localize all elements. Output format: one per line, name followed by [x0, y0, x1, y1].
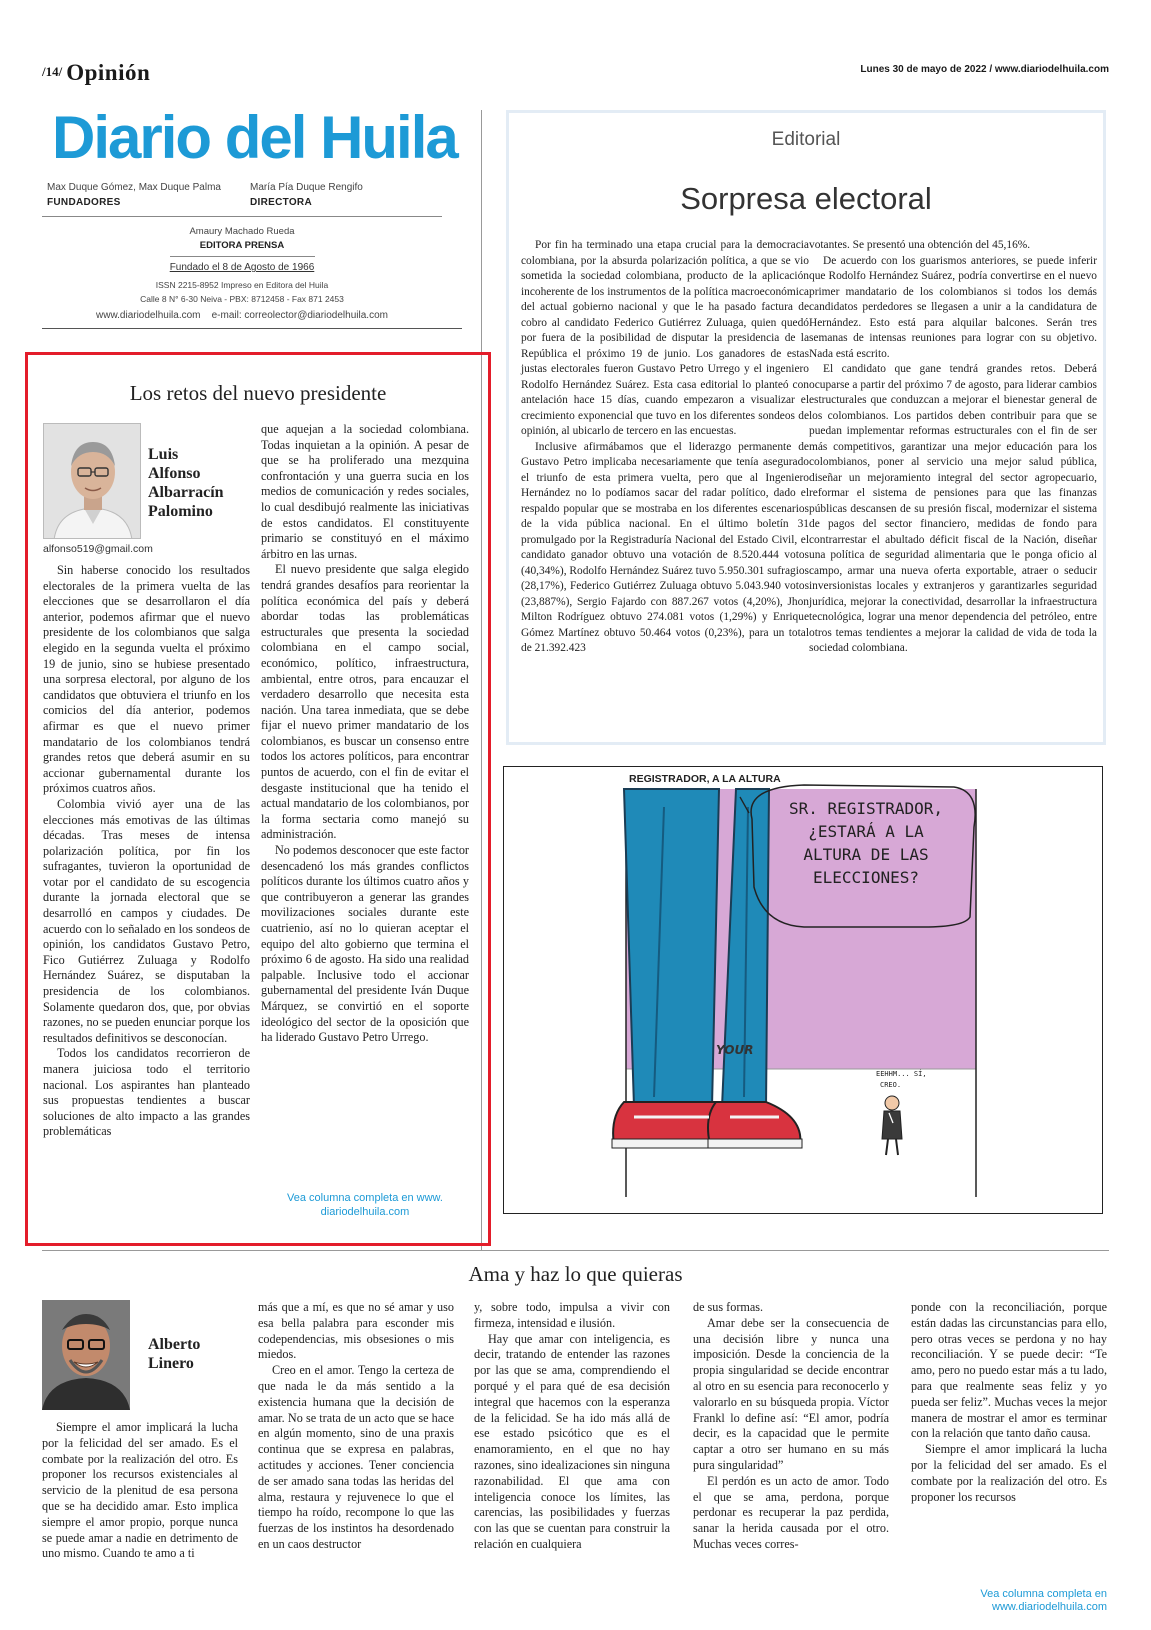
- speech-line: SR. REGISTRADOR,: [788, 799, 944, 818]
- read-more-line: Vea columna completa en: [980, 1588, 1107, 1600]
- paragraph: De acuerdo con los guarismos anteriores, se puede inferir que Rodolfo Hernández Suárez, podría convertirse en el nuevo primer mandatario de los colombianos si todos los demás candidatos perdedores se llegasen a unir a la candidatura de Hernández. Esto está para alquilar balcones. Serán tres semanas de intensas reuniones para lograr con su objetivo. Nada está escrito.: [809, 254, 1097, 360]
- author-name: [148, 1335, 200, 1373]
- column-text: [474, 1300, 670, 1553]
- portrait-illustration: [44, 424, 141, 539]
- paragraph: Por fin ha terminado una etapa crucial para la democracia colombiana, por la absurda polarización política, a que se vio sometida la sociedad colombiana, producto de la aplicación incoherente de los instrumentos de la política macroeconómica del actual gobierno nacional y que le ha pasado factura de cobro al candidato Federico Gutiérrez Zuluaga, quien quedó por fuera de la posibilidad de disputar la presidencia de la República el próximo 19 de junio. Los ganadores de estas justas electorales fueron Gustavo Petro Urrego y el ingeniero Rodolfo Hernández Suárez. Esta casa editorial lo planteó con antelación hace 15 días, cuando empezaron a visualizar el crecimiento exponencial que tuvo en los diferentes sondeos de opinión, al ubicarlo de tercero en las encuestas.: [521, 239, 809, 437]
- read-more-link[interactable]: [261, 1191, 469, 1219]
- section-rule: [42, 1250, 1109, 1251]
- paragraph: Siempre el amor implicará la lucha por la felicidad del ser amado. Es el combate por la realización del otro. Es proponer los recursos existenciales al servicio de la plenitud de esa persona que se ha decidido amar. Esto implica siempre el amor propio, porque nunca se puede amar a nadie en detrimento de uno mismo. Cuando te amo a ti: [42, 1420, 238, 1561]
- author-name-line: Linero: [148, 1355, 194, 1372]
- column-text-right: [261, 422, 469, 1046]
- paragraph: El nuevo presidente que salga elegido tendrá grandes desafíos para reorientar la política económica del país y deberá abordar todas las problemáticas estructurales que presenta la sociedad colombiana en el campo social, económico, político, infraestructura, ambiental, entre otros, para encauzar el verdadero desarrollo que necesita esta nación. Una tarea inmediata, que se debe fijar el nuevo primer mandatario de los colombianos, es buscar un consenso entre todos los actores políticos, para encontrar puntos de acuerdo, con el fin de evitar el desgaste institucional que ha tenido el actual mandatario de los colombianos, por la forma sectaria como manejó su administración.: [261, 562, 469, 842]
- column-title: Los retos del nuevo presidente: [129, 381, 387, 405]
- cartoon-reply-1: EEHHM... SÍ,: [876, 1070, 927, 1078]
- issn-line: ISSN 2215-8952 Impreso en Editora del Huila: [155, 280, 329, 290]
- read-more-line: diariodelhuila.com: [320, 1206, 410, 1218]
- page-date-site: Lunes 30 de mayo de 2022 / www.diariodelhuila.com: [860, 64, 1109, 75]
- masthead-rule: [42, 216, 442, 217]
- column-text: [911, 1300, 1107, 1505]
- paragraph: Creo en el amor. Tengo la certeza de que nada le da más sentido a la existencia humana que la decisión de amar. No se trata de un acto que se hace en algún momento, sino de una praxis continua que se expresa en palabras, actitudes y acciones. Tener conciencia de ser amado sana todas las heridas del alma, restaura y rejuvenece lo que el tiempo ha roído, recompone lo que las fuerzas de los instintos ha desordenado en un caos destructor: [258, 1363, 454, 1551]
- cartoon-reply-2: CREO.: [880, 1081, 902, 1089]
- column-text: [42, 1420, 238, 1562]
- paragraph: Siempre el amor implicará la lucha por la felicidad del ser amado. Es el combate por la realización del otro. Es proponer los recursos: [911, 1442, 1107, 1504]
- paragraph: El candidato que gane tendrá grandes retos. Deberá ocuparse a partir del próximo 7 de agosto, para liderar cambios estructurales que conduzcan a mejorar el bienestar general de los colombianos. Los partidos deben contribuir para que se puedan implementar reformas estructurales con el fin de ser más competitivos, garantizar una mejor educación para los colombianos, poner al servicio una mejor salud pública, diseñar un mejoramiento integral del sector agropecuario, reformar el sistema de pensiones para que las finanzas públicas descansen de su presión fiscal, modernizar el sistema de pagos del sector financiero, medidas de fondo para contrarrestar el abultado déficit fiscal de la Nación, diseñar una política de seguridad alimentaria que le ponga oficio al campo, armar una nueva oferta exportable, atraer o seducir inversionistas locales y extranjeros y garantizarles seguridad jurídica, mejorar la conectividad, desarrollar la infraestructura tecnológica, lograr una menor dependencia del petróleo, entre otros temas tendientes a mejorar la calidad de vida de toda la sociedad colombiana.: [809, 363, 1097, 654]
- page-header-section: [42, 60, 150, 86]
- paragraph: que aquejan a la sociedad colombiana. Todas inquietan a la opinión. A pesar de que se ha proliferado una mezquina confrontación y una guerra sucia en los medios de comunicación y redes sociales, lo cual desdibujó realmente las iniciativas de estos candidatos. El constituyente primario se constituyó en el máximo árbitro en las urnas.: [261, 422, 469, 561]
- author-name-line: Alberto: [148, 1336, 201, 1353]
- column-text-left: [43, 563, 250, 1140]
- column-title: Ama y haz lo que quieras: [468, 1262, 683, 1286]
- author-name-line: Luis: [148, 446, 179, 463]
- portrait-illustration: [42, 1300, 130, 1410]
- editorial-column-right: [809, 238, 1097, 657]
- editorial-column-left: [521, 238, 809, 657]
- speech-line: ALTURA DE LAS: [803, 845, 929, 864]
- newspaper-logo: Diario del Huila: [52, 104, 457, 171]
- paragraph: Todos los candidatos recorrieron de manera juiciosa todo el territorio nacional. Los aspirantes han planteado sus propuestas tendientes a buscar soluciones de alto impacto a las grandes problemáticas: [43, 1046, 250, 1139]
- author-photo: [42, 1300, 130, 1410]
- masthead-rule: [170, 256, 315, 257]
- column-text: [258, 1300, 454, 1553]
- speech-line: ¿ESTARÁ A LA: [808, 822, 924, 841]
- director-name: María Pía Duque Rengifo: [250, 182, 363, 193]
- highlighted-column: [25, 352, 491, 1246]
- paragraph: Hay que amar con inteligencia, es decir, tratando de entender las razones por las que se ama, comprendiendo el porqué y el para qué de esa decisión integral que hacemos con la esperanza de la felicidad. Se ha ido más allá de ese estado psicótico que es el enamoramiento, en el que no hay razones, sino idealizaciones sin ninguna razonabilidad. El que ama con inteligencia conoce los límites, las carencias, las posibilidades y fuerzas con las que se cuentan para construir la relación en cualquiera: [474, 1331, 670, 1551]
- editorial-title: Sorpresa electoral: [680, 181, 932, 216]
- paragraph: Inclusive afirmábamos que el liderazgo permanente de Gustavo Petro implicaba necesariamente que tenía asegurado el triunfo de esta primera vuelta, pero que al Ingeniero Hernández no lo podíamos sacar del radar político, dado el respaldo popular que se mostraba en los diferentes escenarios de la vida pública nacional. En el último boletín 31 promulgado por la Registraduría Nacional del Estado Civil, el candidato ganador obtuvo una votación de 8.520.444 votos (40,34%), Rodolfo Hernández Suárez tuvo 5.950.301 sufragios (28,17%), Federico Gutiérrez Zuluaga obtuvo 5.043.940 votos (23,887%), Sergio Fajardo con 887.267 votos (4,20%), Jhon Milton Rodríguez obtuvo 274.081 votos (1,29%) y Enrique Gómez Martínez obtuvo 50.464 votos (0,23%), para un total de 21.392.423: [521, 440, 809, 654]
- paragraph: y, sobre todo, impulsa a vivir con firmeza, intensidad e ilusión.: [474, 1300, 670, 1330]
- paragraph: de sus formas.: [693, 1300, 764, 1314]
- page-number: /14/: [42, 64, 63, 79]
- editorial-label: Editorial: [771, 129, 841, 150]
- founders-names: Max Duque Gómez, Max Duque Palma: [47, 182, 221, 193]
- editorial-box: [506, 110, 1106, 745]
- author-email[interactable]: alfonso519@gmail.com: [43, 543, 153, 555]
- founders-role: FUNDADORES: [47, 197, 121, 208]
- contact-line: www.diariodelhuila.com e-mail: correolector@diariodelhuila.com: [96, 310, 388, 321]
- editorial-cartoon: [503, 766, 1103, 1214]
- author-name: [148, 445, 224, 521]
- paragraph: Sin haberse conocido los resultados electorales de la primera vuelta de las elecciones que se desarrollaron el día anterior, podemos afirmar que el nuevo presidente de los colombianos que salga elegido en la segunda vuelta el próximo 19 de junio, sino se hubiese presentado una sorpresa electoral, por alguno de los candidatos que obtuviera el triunfo en los comicios del día anterior, podemos afirmar es que el nuevo primer mandatario de los colombianos tendrá grandes retos que deberá asumir en su accionar gubernamental durante los próximos cuatros años.: [43, 563, 250, 796]
- paragraph: El perdón es un acto de amor. Todo el que se ama, perdona, porque perdonar es recuperar la paz perdida, sanar la herida causada por el otro. Muchas veces corres-: [693, 1473, 889, 1551]
- address-line: Calle 8 N° 6-30 Neiva - PBX: 8712458 - Fax 871 2453: [140, 294, 344, 304]
- paragraph: Amar debe ser la consecuencia de una decisión libre y nunca una imposición. Desde la conciencia de la propia singularidad se decide encontrar al otro en su esencia para reconocerlo y valorarlo en su búsqueda propia. Víctor Frankl lo define así: “El amor, podría decir, es la capacidad que le permite captar a otro ser humano en su más pura singularidad”: [693, 1315, 889, 1472]
- read-more-line: Vea columna completa en www.: [287, 1192, 443, 1204]
- masthead-rule: [42, 328, 462, 329]
- author-name-line: Albarracín: [148, 484, 224, 501]
- cartoon-speech: [766, 797, 966, 889]
- paragraph: Colombia vivió ayer una de las elecciones más emotivas de las últimas décadas. Tras meses de intensa polarización política, por fin los sufragantes, tuvieron la oportunidad de votar por el candidato de su escogencia durante la jornada electoral que se desarrolló en campos y ciudades. De acuerdo con lo señalado en los sondeos de opinión, los candidatos Gustavo Petro, Fico Gutiérrez Zuluaga y Rodolfo Hernández Suárez, se disputaban la presidencia de los colombianos. Solamente quedaron dos, que, por obvias razones, no se pueden enunciar porque los resultados definitivos se desconocían.: [43, 796, 250, 1045]
- paragraph: más que a mí, es que no sé amar y uso esa bella palabra para esconder mis codependencias, mis obsesiones o mis miedos.: [258, 1300, 454, 1362]
- author-photo: [43, 423, 141, 539]
- paragraph: No podemos desconocer que este factor desencadenó los más grandes conflictos políticos durante los últimos cuatro años y que contribuyeron a generar las grandes movilizaciones sociales durante este cuatrienio, así no lo quieran aceptar el equipo del alto gobierno que termina el próximo 6 de agosto. Ha sido una realidad palpable. Inclusive todo el accionar gubernamental del presidente Iván Duque Márquez, se convirtió en el soporte ideológico del sector de la oposición que ha liderado Gustavo Petro Urrego.: [261, 843, 469, 1045]
- read-more-link[interactable]: [911, 1588, 1107, 1614]
- column-text: [693, 1300, 889, 1553]
- editor-role: EDITORA PRENSA: [199, 240, 285, 251]
- author-name-line: Alfonso: [148, 465, 201, 482]
- cartoon-title: REGISTRADOR, A LA ALTURA: [629, 773, 781, 785]
- editor-name: Amaury Machado Rueda: [189, 226, 295, 237]
- founded-date: Fundado el 8 de Agosto de 1966: [169, 262, 315, 273]
- author-name-line: Palomino: [148, 503, 213, 520]
- speech-line: ELECCIONES?: [813, 868, 919, 887]
- cartoon-left-leg: [624, 789, 719, 1107]
- read-more-line: www.diariodelhuila.com: [992, 1601, 1107, 1613]
- paragraph: ponde con la reconciliación, porque están dadas las circunstancias para ello, pero otras veces se perdona y no hay reconciliación. Y se puede decir: “Te amo, pero no puedo estar más a tu lado, para que realmente seas feliz y yo pueda ser feliz”. Muchas veces la mejor manera de mostrar el amor es terminar con la relación que tanto daño causa.: [911, 1300, 1107, 1441]
- director-role: DIRECTORA: [250, 197, 312, 208]
- section-name: Opinión: [66, 60, 151, 85]
- paragraph: votantes. Se presentó una obtención del 45,16%.: [809, 239, 1031, 251]
- cartoon-signature: YOUR: [716, 1043, 754, 1057]
